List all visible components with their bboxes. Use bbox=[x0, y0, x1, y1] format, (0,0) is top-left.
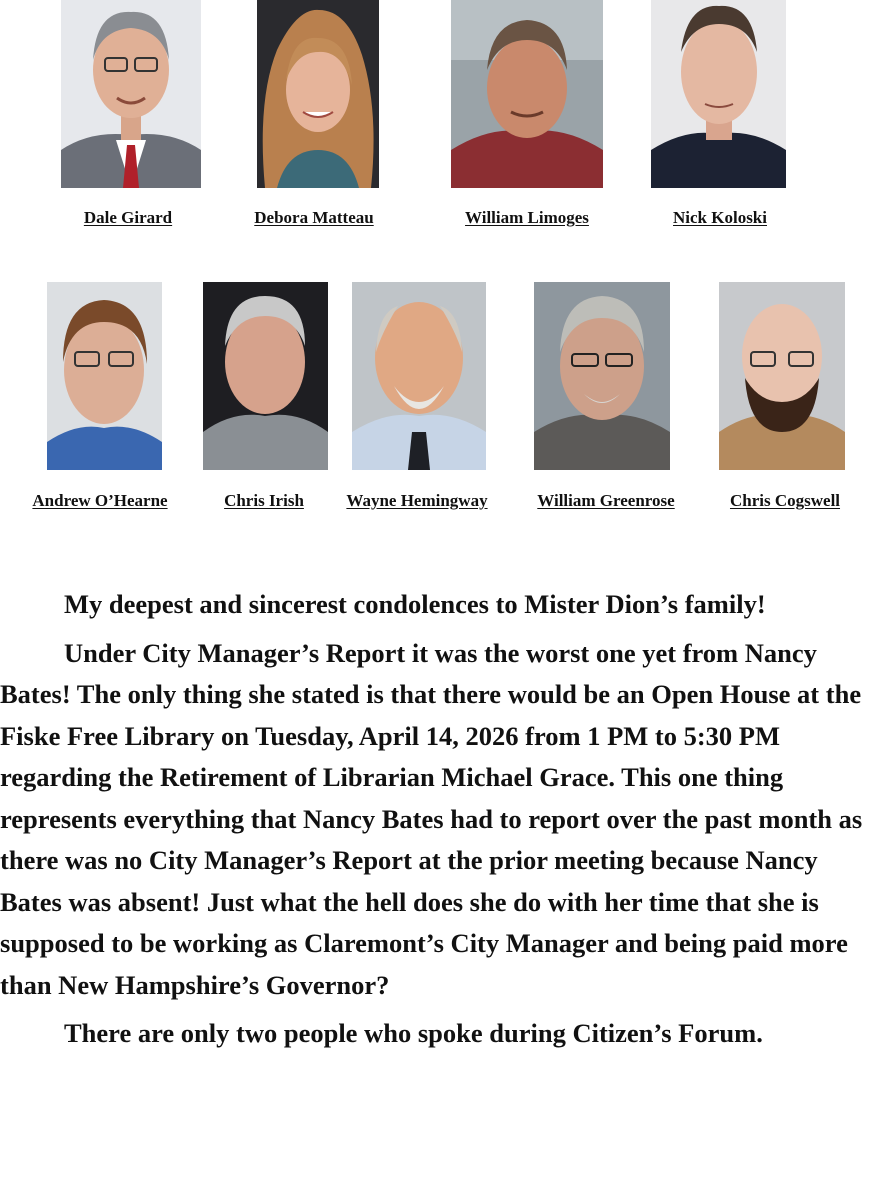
article-paragraph: My deepest and sincerest condolences to Mister Dion’s family! bbox=[64, 589, 766, 619]
portrait-dale-girard bbox=[61, 0, 201, 188]
member-name: Nick Koloski bbox=[673, 208, 767, 227]
member-name: Dale Girard bbox=[83, 208, 173, 227]
member-name: Chris Cogswell bbox=[729, 491, 841, 510]
member-name: Andrew O’Hearne bbox=[32, 491, 168, 510]
portrait-wayne-hemingway bbox=[352, 282, 486, 470]
member-name: William Greenrose bbox=[537, 491, 675, 510]
article-paragraph: There are only two people who spoke during Citizen’s Forum. bbox=[64, 1018, 763, 1048]
portrait-debora-matteau bbox=[257, 0, 379, 188]
member-name: William Limoges bbox=[465, 208, 589, 227]
article-paragraph: Under City Manager’s Report it was the worst one yet from Nancy Bates! The only thing she stated is that there would be an Open House at the Fiske Free Library on Tuesday, April 14, 2026 from 1 PM to 5:30 PM regarding the Retirement of Librarian Michael Grace. This one thing represents everything that Nancy Bates had to report over the past month as there was no City Manager’s Report at the prior meeting because Nancy Bates was absent! Just what the hell does she do with her time that she is supposed to be working as Claremont’s City Manager and being paid more than New Hampshire’s Governor? bbox=[0, 637, 863, 1000]
portrait-chris-irish bbox=[203, 282, 328, 470]
member-name: Debora Matteau bbox=[254, 208, 374, 227]
portrait-andrew-ohearne bbox=[47, 282, 162, 470]
member-name: Wayne Hemingway bbox=[346, 491, 488, 510]
article-body bbox=[0, 584, 878, 1062]
portrait-william-limoges bbox=[451, 0, 603, 188]
portrait-william-greenrose bbox=[534, 282, 670, 470]
member-name: Chris Irish bbox=[224, 491, 304, 510]
portrait-chris-cogswell bbox=[719, 282, 845, 470]
portrait-nick-koloski bbox=[651, 0, 786, 188]
